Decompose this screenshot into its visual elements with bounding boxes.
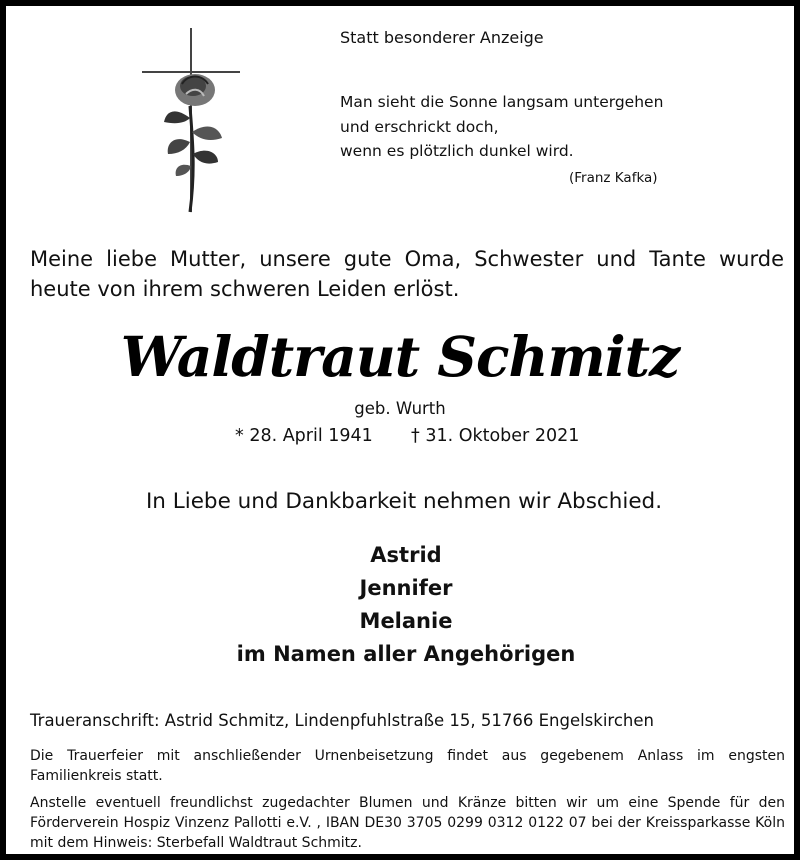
farewell-line: In Liebe und Dankbarkeit nehmen wir Abschied. [145,489,663,514]
cross-with-rose-icon [138,26,248,218]
maiden-name: geb. Wurth [354,399,446,418]
mourners-family-line: im Namen aller Angehörigen [236,642,576,666]
poem-line: wenn es plötzlich dunkel wird. [340,142,574,160]
donation-note: Anstelle eventuell freundlichst zugedachter Blumen und Kränze bitten wir um eine Spende für den Förderverein Hospiz Vinzenz Pallotti e.V. , IBAN DE30 3705 0299 0312 0122 07 bei der Kreissparkasse Köln mit dem Hinweis: Sterbefall Waldtraut Schmitz. [30,795,785,851]
birth-date: * 28. April 1941 [235,426,373,446]
intro-label: Statt besonderer Anzeige [340,28,544,47]
death-date: † 31. Oktober 2021 [411,426,580,446]
mourner-name: Astrid [370,543,442,567]
mourner-name: Melanie [359,609,453,633]
deceased-name: Waldtraut Schmitz [120,324,680,389]
mourner-name: Jennifer [359,576,453,600]
mourners-list [6,539,800,671]
quote-source: (Franz Kafka) [569,170,658,186]
poem-quote [340,90,663,164]
announcement-text: Meine liebe Mutter, unsere gute Oma, Schwester und Tante wurde heute von ihrem schweren Leiden erlöst. [30,247,784,301]
ceremony-note: Die Trauerfeier mit anschließender Urnenbeisetzung findet aus gegebenem Anlass im engsten Familienkreis statt. [30,748,785,784]
poem-line: Man sieht die Sonne langsam untergehen [340,93,664,111]
poem-line: und erschrickt doch, [340,117,499,136]
mourning-address: Traueranschrift: Astrid Schmitz, Lindenpfuhlstraße 15, 51766 Engelskirchen [30,711,654,730]
